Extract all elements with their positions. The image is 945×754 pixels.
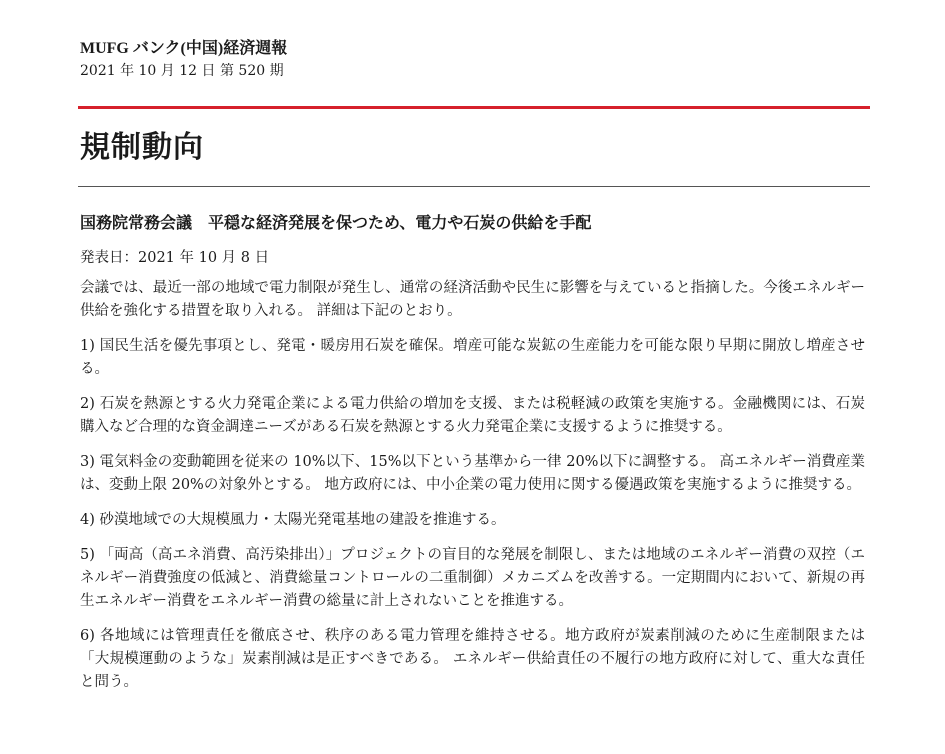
report-header [80,38,287,81]
article-item-1: 1) 国民生活を優先事項とし、発電・暖房用石炭を確保。増産可能な炭鉱の生産能力を可能な限り早期に開放し増産させる。 [80,338,865,377]
section-divider [78,186,870,187]
section-title: 規制動向 [80,130,204,165]
article-item-5: 5) 「両高（高エネ消費、高汚染排出）」プロジェクトの盲目的な発展を制限し、または地域のエネルギー消費の双控（エネルギー消費強度の低減と、消費総量コントロールの二重制御）メカニズムを改善する。一定期間内において、新規の再生エネルギー消費をエネルギー消費の総量に計上されないことを推進する。 [80,547,865,609]
article-title: 国務院常務会議 平穏な経済発展を保つため、電力や石炭の供給を手配 [80,213,592,232]
article-item-4: 4) 砂漠地域での大規模風力・太陽光発電基地の建設を推進する。 [80,512,506,528]
article-item-2: 2) 石炭を熱源とする火力発電企業による電力供給の増加を支援、または税軽減の政策を実施する。金融機関には、石炭購入など合理的な資金調達ニーズがある石炭を熱源とする火力発電企業に支援するように推奨する。 [80,396,865,435]
header-divider [78,106,870,109]
article-item-3: 3) 電気料金の変動範囲を従来の 10%以下、15%以下という基準から一律 20%以下に調整する。 高エネルギー消費産業は、変動上限 20%の対象外とする。 地方政府には、中小企業の電力使用に関する優遇政策を実施するように推奨する。 [80,454,865,493]
article-item-6: 6) 各地域には管理責任を徹底させ、秩序のある電力管理を維持させる。地方政府が炭素削減のために生産制限または「大規模運動のような」炭素削減は是正すべきである。 エネルギー供給責任の不履行の地方政府に対して、重大な責任と問う。 [80,628,865,690]
article [80,211,865,706]
issue-date: 2021 年 10 月 12 日 第 520 期 [80,63,284,79]
publication-date: 発表日：2021 年 10 月 8 日 [80,250,270,266]
article-intro-paragraph: 会議では、最近一部の地域で電力制限が発生し、通常の経済活動や民生に影響を与えていると指摘した。今後エネルギー供給を強化する措置を取り入れる。 詳細は下記のとおり。 [80,280,865,319]
report-brand: MUFG バンク(中国)経済週報 [80,40,288,57]
